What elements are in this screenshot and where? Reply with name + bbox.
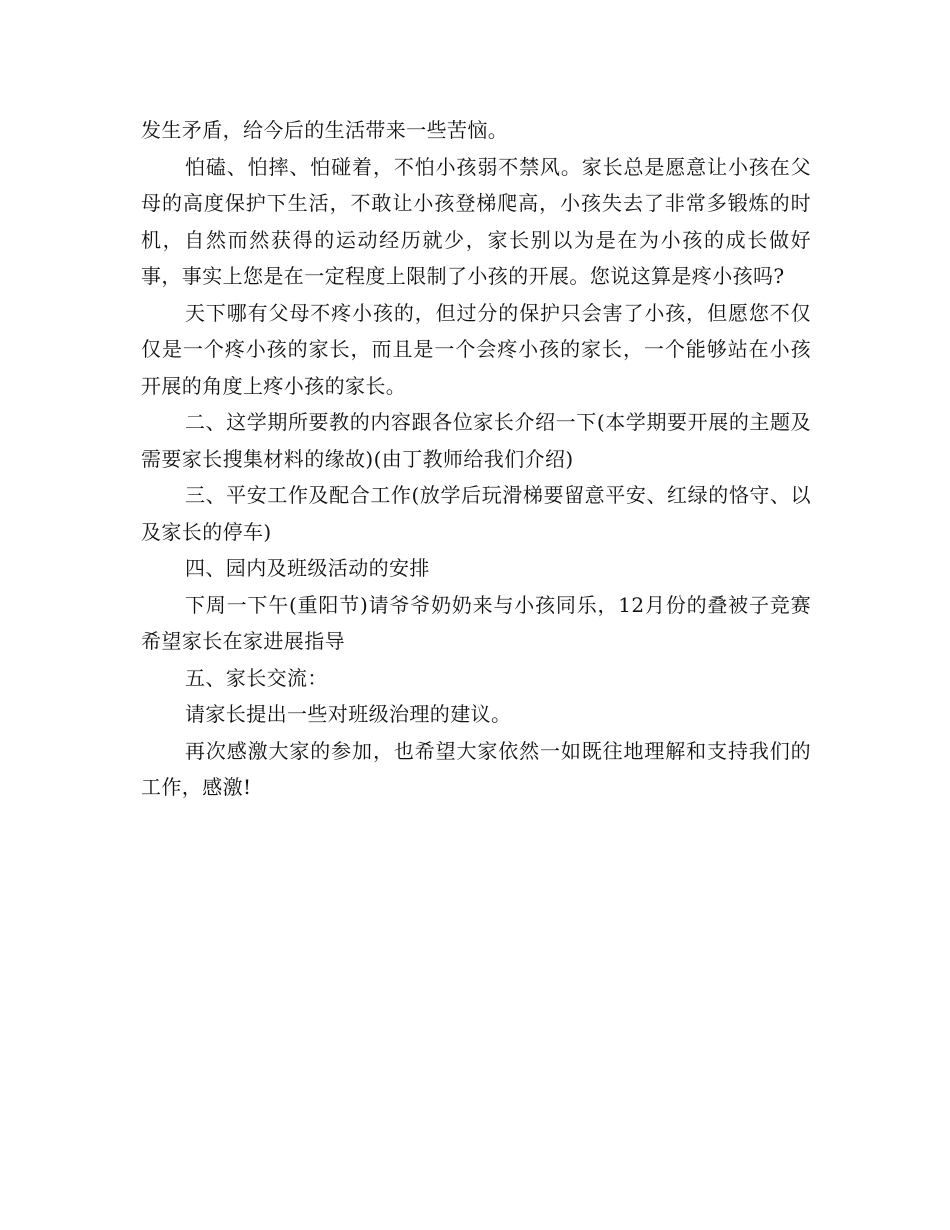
document-body [141,112,811,806]
section-five-exchange: 五、家长交流： [185,665,328,690]
paragraph-parental-love: 天下哪有父母不疼小孩的，但过分的保护只会害了小孩，但愿您不仅仅是一个疼小孩的家长，而且是一个会疼小孩的家长，一个能够站在小孩开展的角度上疼小孩的家长。 [141,300,811,398]
paragraph-closing-thanks: 再次感激大家的参加，也希望大家依然一如既往地理解和支持我们的工作，感激! [141,738,811,799]
paragraph-activity-schedule: 下周一下午(重阳节)请爷爷奶奶来与小孩同乐，12月份的叠被子竞赛希望家长在家进展指导 [141,592,811,653]
section-three-safety: 三、平安工作及配合工作(放学后玩滑梯要留意平安、红绿的恪守、以及家长的停车) [141,483,811,544]
section-two-curriculum: 二、这学期所要教的内容跟各位家长介绍一下(本学期要开展的主题及需要家长搜集材料的缘故)(由丁教师给我们介绍) [141,410,811,471]
paragraph-suggestions: 请家长提出一些对班级治理的建议。 [185,702,512,726]
paragraph-continuation: 发生矛盾，给今后的生活带来一些苦恼。 [141,118,509,142]
section-four-activities: 四、园内及班级活动的安排 [185,556,430,580]
paragraph-overprotection: 怕磕、怕摔、怕碰着，不怕小孩弱不禁风。家长总是愿意让小孩在父母的高度保护下生活，不敢让小孩登梯爬高，小孩失去了非常多锻炼的时机，自然而然获得的运动经历就少，家长别以为是在为小孩的成长做好事，事实上您是在一定程度上限制了小孩的开展。您说这算是疼小孩吗? [141,154,811,288]
